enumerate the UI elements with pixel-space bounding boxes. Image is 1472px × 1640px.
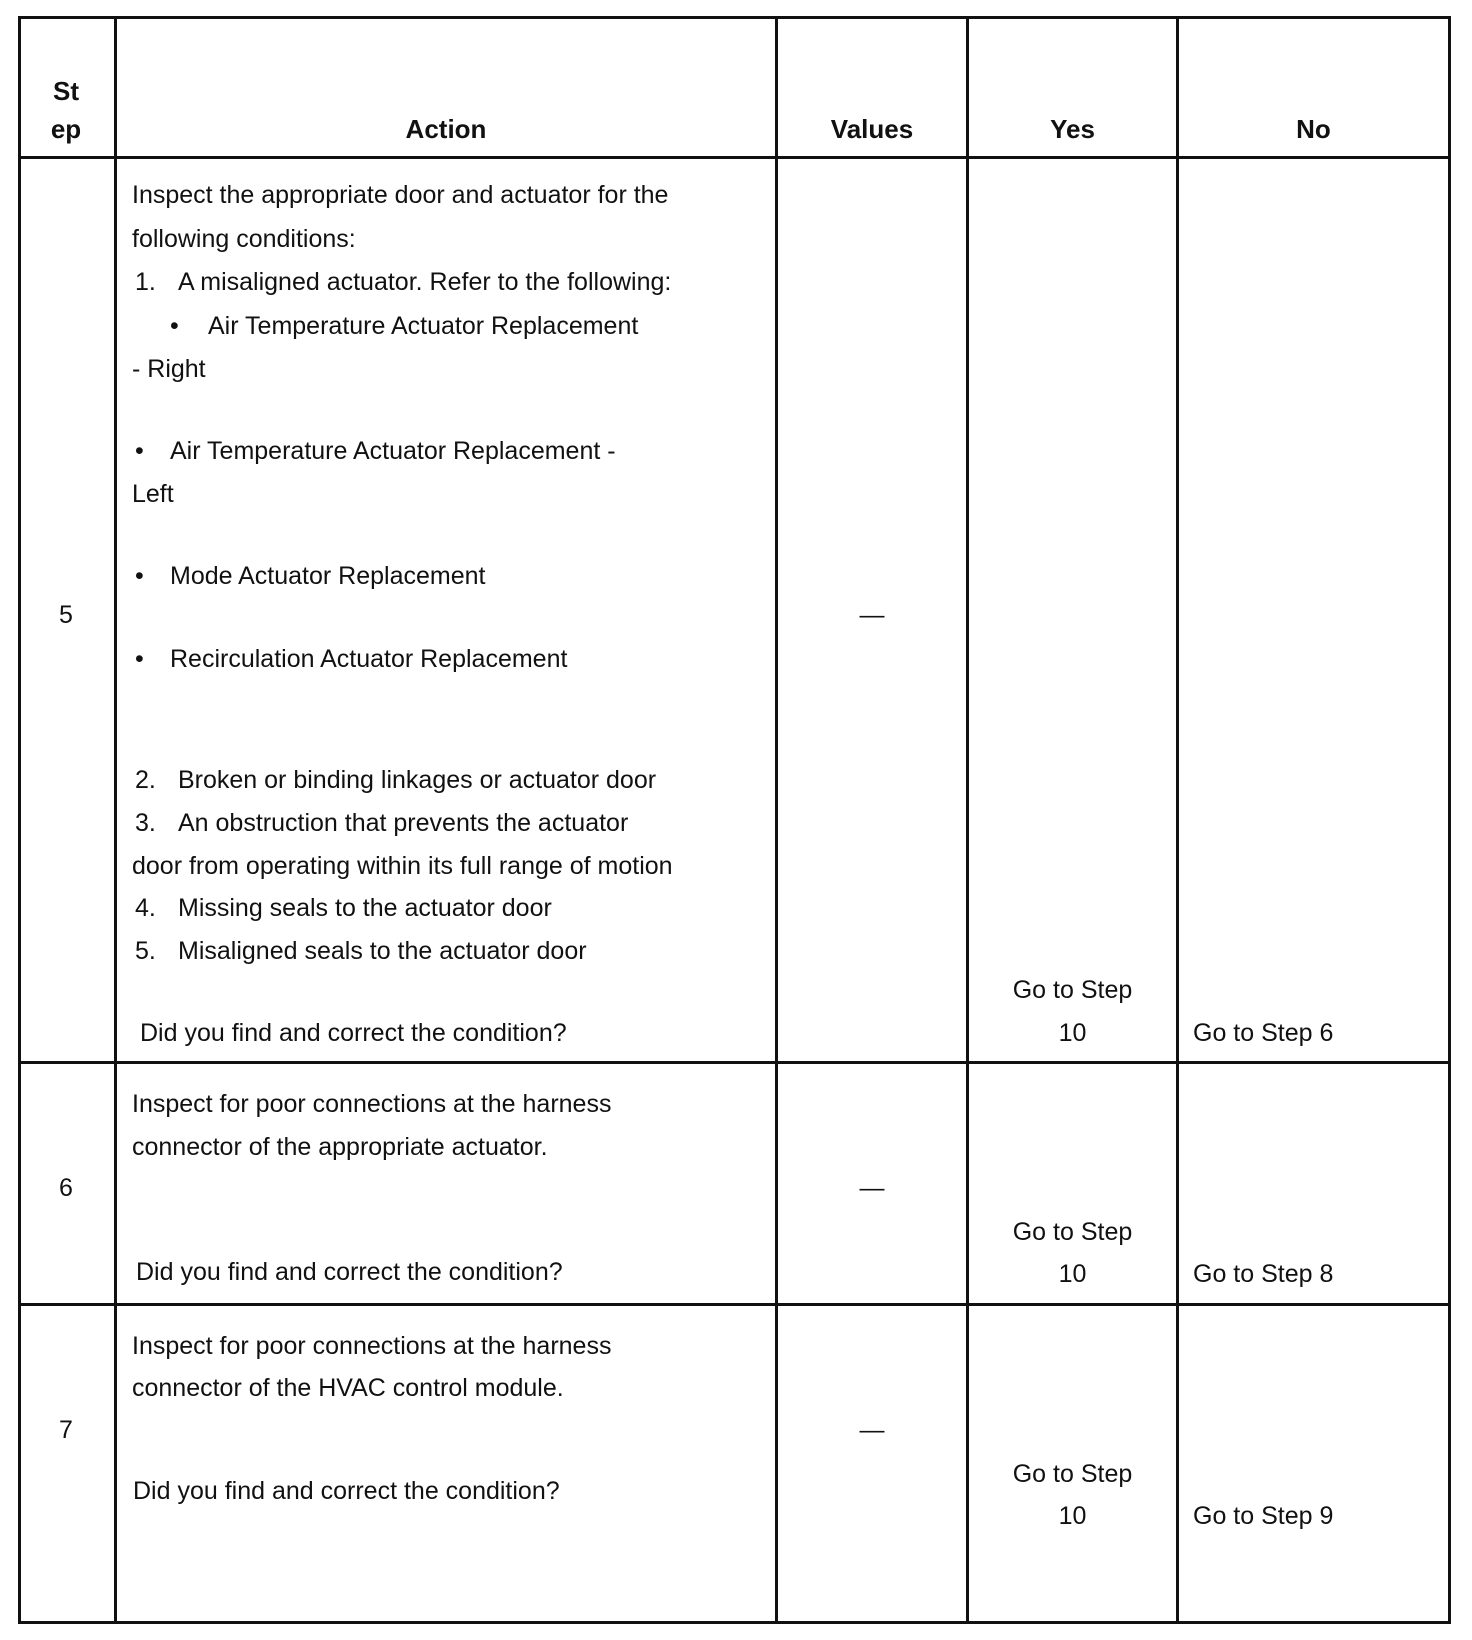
action-line1: Inspect for poor connections at the harness <box>132 1090 612 1118</box>
header-yes: Yes <box>1050 114 1095 144</box>
step-number-7: 7 <box>59 1416 73 1444</box>
list-number-2: 2. <box>135 766 156 794</box>
action-intro-line2: following conditions: <box>132 225 356 253</box>
bullet-marker: • <box>135 562 144 590</box>
list-item-1: A misaligned actuator. Refer to the following: <box>178 268 672 296</box>
action-intro-line1: Inspect the appropriate door and actuator for the <box>132 181 669 209</box>
table-border-bottom <box>18 1621 1451 1624</box>
bullet-item-1b: - Right <box>132 355 206 383</box>
bullet-item-2b: Left <box>132 480 174 508</box>
row-divider-6-7 <box>18 1303 1451 1306</box>
bullet-item-4: Recirculation Actuator Replacement <box>170 645 568 673</box>
yes-goto-line2: 10 <box>1058 1502 1087 1530</box>
yes-goto-line1: Go to Step <box>1012 976 1133 1004</box>
action-question: Did you find and correct the condition? <box>140 1019 567 1047</box>
list-item-4: Missing seals to the actuator door <box>178 894 552 922</box>
step-number-5: 5 <box>59 601 73 629</box>
values-cell-step-6: — <box>859 1174 885 1202</box>
list-number-3: 3. <box>135 809 156 837</box>
bullet-item-3: Mode Actuator Replacement <box>170 562 486 590</box>
yes-goto-line2: 10 <box>1058 1260 1087 1288</box>
action-line2: connector of the HVAC control module. <box>132 1374 564 1402</box>
list-item-3a: An obstruction that prevents the actuator <box>178 809 629 837</box>
header-values: Values <box>830 114 914 144</box>
yes-goto-line2: 10 <box>1058 1019 1087 1047</box>
list-item-5: Misaligned seals to the actuator door <box>178 937 587 965</box>
diagnostic-table <box>18 16 1451 1624</box>
col-divider-values-yes <box>966 16 969 1624</box>
bullet-marker: • <box>170 312 179 340</box>
values-cell-step-7: — <box>859 1416 885 1444</box>
bullet-item-1a: Air Temperature Actuator Replacement <box>208 312 639 340</box>
list-number-5: 5. <box>135 937 156 965</box>
list-number-4: 4. <box>135 894 156 922</box>
col-divider-action-values <box>775 16 778 1624</box>
action-line1: Inspect for poor connections at the harness <box>132 1332 612 1360</box>
bullet-item-2a: Air Temperature Actuator Replacement - <box>170 437 616 465</box>
header-divider <box>18 156 1451 159</box>
header-step-line2: ep <box>50 114 82 144</box>
table-border-right <box>1448 16 1451 1624</box>
no-cell-step-6: Go to Step 8 <box>1193 1260 1334 1288</box>
no-cell-step-7: Go to Step 9 <box>1193 1502 1334 1530</box>
bullet-marker: • <box>135 645 144 673</box>
list-item-2: Broken or binding linkages or actuator door <box>178 766 657 794</box>
header-no: No <box>1296 114 1331 144</box>
values-cell-step-5: — <box>859 601 885 629</box>
col-divider-step-action <box>114 16 117 1624</box>
header-step-line1: St <box>53 76 79 106</box>
table-border-top <box>18 16 1451 19</box>
yes-goto-line1: Go to Step <box>1012 1460 1133 1488</box>
action-line2: connector of the appropriate actuator. <box>132 1133 548 1161</box>
bullet-marker: • <box>135 437 144 465</box>
col-divider-yes-no <box>1176 16 1179 1624</box>
action-question: Did you find and correct the condition? <box>133 1477 560 1505</box>
action-question: Did you find and correct the condition? <box>136 1258 563 1286</box>
header-action: Action <box>405 114 487 144</box>
row-divider-5-6 <box>18 1061 1451 1064</box>
list-item-3b: door from operating within its full range of motion <box>132 852 673 880</box>
header-step <box>18 72 114 148</box>
table-border-left <box>18 16 21 1624</box>
yes-goto-line1: Go to Step <box>1012 1218 1133 1246</box>
no-cell-step-5: Go to Step 6 <box>1193 1019 1334 1047</box>
list-number-1: 1. <box>135 268 156 296</box>
step-number-6: 6 <box>59 1174 73 1202</box>
